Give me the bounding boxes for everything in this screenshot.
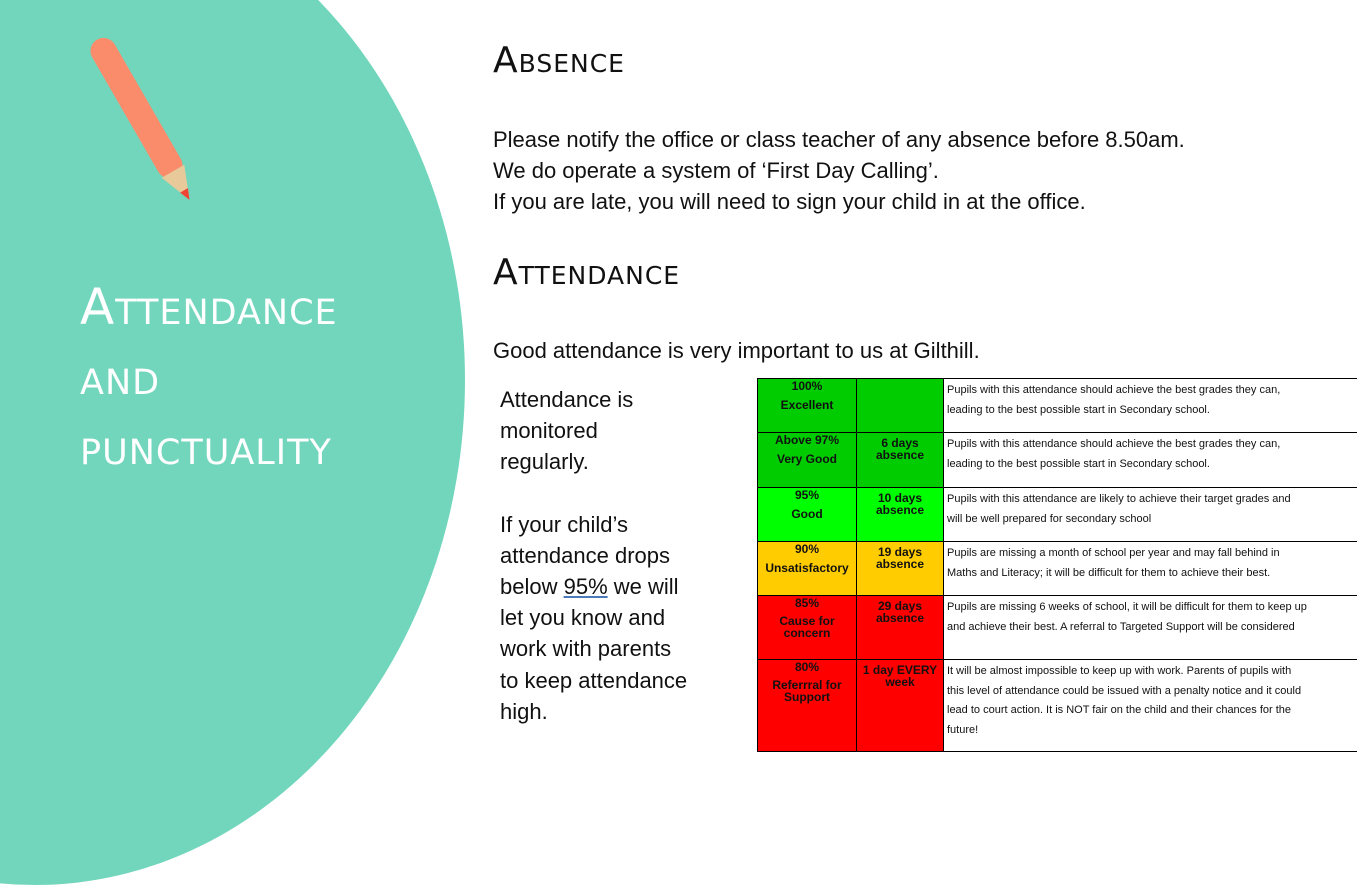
absence-line: Please notify the office or class teacher of any absence before 8.50am.	[493, 124, 1185, 155]
side-text-fragment: below	[500, 574, 564, 599]
side-line: to keep attendance	[500, 665, 730, 696]
side-line: high.	[500, 696, 730, 727]
side-line: Attendance is	[500, 384, 730, 415]
side-line: work with parents	[500, 633, 730, 664]
description-line: and achieve their best. A referral to Targeted Support will be considered	[947, 618, 1357, 638]
days-absence-line: 6 days	[857, 437, 943, 449]
side-line	[500, 571, 730, 602]
slide-title-line: punctuality	[80, 412, 338, 482]
days-absence-cell	[857, 488, 944, 542]
description-line: Pupils with this attendance should achieve the best grades they can,	[947, 381, 1357, 401]
attendance-label-line: Referrral for	[758, 679, 856, 691]
attendance-side-text	[500, 384, 730, 727]
side-line: attendance drops	[500, 540, 730, 571]
table-row	[758, 488, 1357, 542]
attendance-level-cell	[758, 433, 857, 488]
description-line: this level of attendance could be issued with a penalty notice and it could	[947, 682, 1357, 702]
days-absence-line: absence	[857, 504, 943, 516]
absence-text	[493, 124, 1185, 217]
side-text-fragment: we will	[608, 574, 679, 599]
side-line: If your child’s	[500, 509, 730, 540]
attendance-percent: 85%	[758, 596, 856, 610]
description-cell	[944, 433, 1357, 488]
attendance-table	[757, 378, 1357, 752]
days-absence-line: absence	[857, 449, 943, 461]
table-row	[758, 596, 1357, 660]
attendance-label	[758, 508, 856, 520]
attendance-level-cell	[758, 660, 857, 752]
description-line: will be well prepared for secondary school	[947, 510, 1357, 530]
table-row	[758, 660, 1357, 752]
attendance-label	[758, 615, 856, 639]
attendance-label-line: Excellent	[758, 399, 856, 411]
attendance-label-line: Good	[758, 508, 856, 520]
attendance-percent: 100%	[758, 379, 856, 393]
slide-title	[80, 272, 338, 482]
attendance-level-cell	[758, 379, 857, 433]
attendance-label	[758, 453, 856, 465]
attendance-label	[758, 399, 856, 411]
attendance-percent: Above 97%	[758, 433, 856, 447]
days-absence-cell	[857, 660, 944, 752]
attendance-intro-line: Good attendance is very important to us at Gilthill.	[493, 335, 980, 366]
attendance-label-line: Very Good	[758, 453, 856, 465]
side-line: let you know and	[500, 602, 730, 633]
description-cell	[944, 596, 1357, 660]
attendance-percent: 80%	[758, 660, 856, 674]
description-line: Pupils are missing a month of school per year and may fall behind in	[947, 544, 1357, 564]
absence-line: We do operate a system of ‘First Day Calling’.	[493, 155, 1185, 186]
attendance-label-line: Unsatisfactory	[758, 562, 856, 574]
table-row	[758, 433, 1357, 488]
attendance-level-cell	[758, 542, 857, 596]
description-line: Pupils with this attendance should achieve the best grades they can,	[947, 435, 1357, 455]
days-absence-line: absence	[857, 558, 943, 570]
days-absence-cell	[857, 379, 944, 433]
description-line: lead to court action. It is NOT fair on the child and their chances for the	[947, 701, 1357, 721]
days-absence-cell	[857, 596, 944, 660]
pencil-icon	[88, 28, 208, 228]
attendance-level-cell	[758, 596, 857, 660]
attendance-percent: 90%	[758, 542, 856, 556]
days-absence-line: 1 day EVERY	[857, 664, 943, 676]
table-row	[758, 542, 1357, 596]
description-line: future!	[947, 721, 1357, 741]
days-absence-line: 29 days	[857, 600, 943, 612]
attendance-label-line: concern	[758, 627, 856, 639]
description-line: It will be almost impossible to keep up with work. Parents of pupils with	[947, 662, 1357, 682]
threshold-link[interactable]: 95%	[564, 574, 608, 599]
description-line: leading to the best possible start in Secondary school.	[947, 455, 1357, 475]
table-row	[758, 379, 1357, 433]
days-absence-cell	[857, 542, 944, 596]
paragraph-gap	[500, 478, 730, 509]
description-cell	[944, 660, 1357, 752]
slide-title-line: and	[80, 342, 338, 412]
description-line: Maths and Literacy; it will be difficult for them to achieve their best.	[947, 564, 1357, 584]
attendance-intro	[493, 335, 980, 366]
attendance-label-line: Cause for	[758, 615, 856, 627]
days-absence-line: week	[857, 676, 943, 688]
slide-title-line: Attendance	[80, 272, 338, 342]
absence-heading: Absence	[493, 40, 625, 81]
attendance-heading: Attendance	[493, 252, 680, 293]
side-line: regularly.	[500, 446, 730, 477]
days-absence-line: absence	[857, 612, 943, 624]
side-line: monitored	[500, 415, 730, 446]
description-cell	[944, 379, 1357, 433]
description-cell	[944, 488, 1357, 542]
description-cell	[944, 542, 1357, 596]
attendance-level-cell	[758, 488, 857, 542]
days-absence-cell	[857, 433, 944, 488]
attendance-label-line: Support	[758, 691, 856, 703]
attendance-label	[758, 562, 856, 574]
days-absence-line: 19 days	[857, 546, 943, 558]
days-absence-line: 10 days	[857, 492, 943, 504]
description-line: Pupils are missing 6 weeks of school, it will be difficult for them to keep up	[947, 598, 1357, 618]
attendance-percent: 95%	[758, 488, 856, 502]
description-line: leading to the best possible start in Secondary school.	[947, 401, 1357, 421]
attendance-label	[758, 679, 856, 703]
absence-line: If you are late, you will need to sign your child in at the office.	[493, 186, 1185, 217]
description-line: Pupils with this attendance are likely to achieve their target grades and	[947, 490, 1357, 510]
